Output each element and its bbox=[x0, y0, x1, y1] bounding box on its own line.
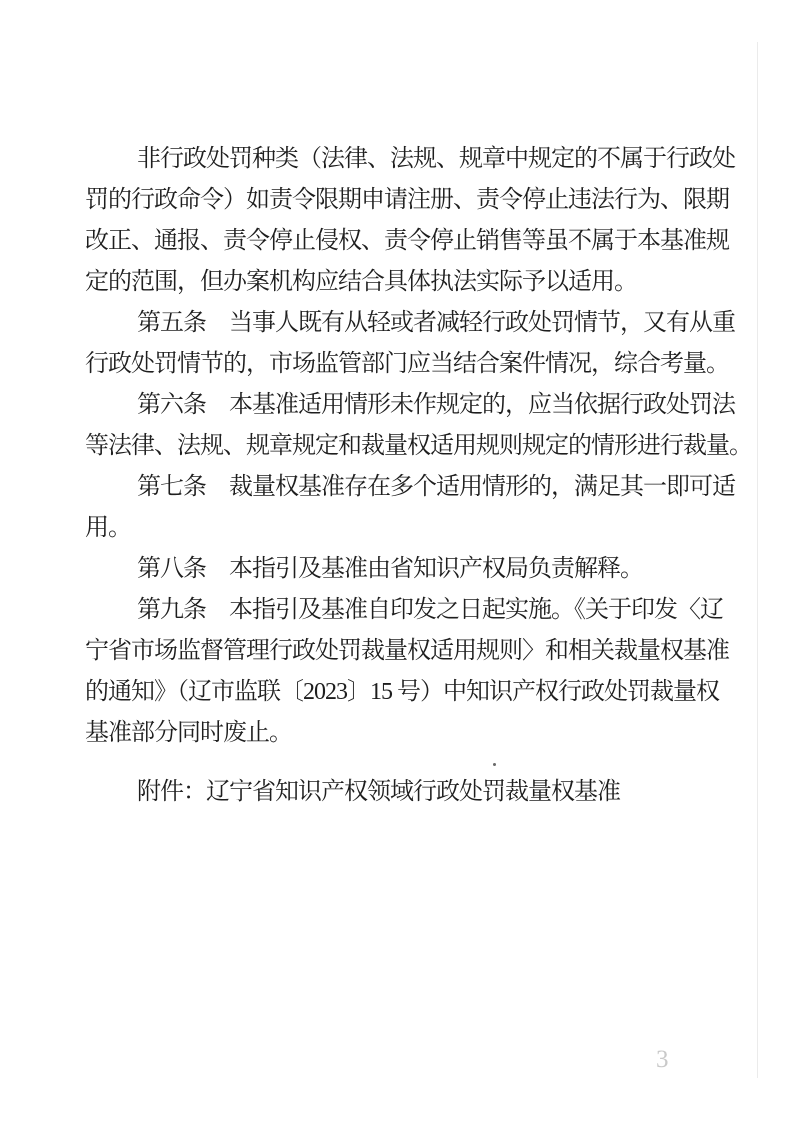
document-line: 罚的行政命令）如责令限期申请注册、责令停止违法行为、限期 bbox=[85, 187, 729, 213]
document-line-article-8: 第八条 本指引及基准由省知识产权局负责解释。 bbox=[137, 556, 643, 582]
document-line: 等法律、法规、规章规定和裁量权适用规则规定的情形进行裁量。 bbox=[85, 433, 752, 459]
document-line: 基准部分同时废止。 bbox=[85, 720, 292, 746]
document-line-article-9: 第九条 本指引及基准自印发之日起实施。《关于印发〈辽 bbox=[137, 597, 723, 623]
document-line: 宁省市场监督管理行政处罚裁量权适用规则〉和相关裁量权基准 bbox=[85, 638, 729, 664]
document-body-text bbox=[85, 139, 752, 813]
document-line: 用。 bbox=[85, 515, 131, 541]
document-line: 的通知》（辽市监联〔2023〕15 号）中知识产权行政处罚裁量权 bbox=[85, 679, 719, 705]
scan-speck-artifact bbox=[493, 763, 496, 766]
page-number: 3 bbox=[656, 1046, 669, 1073]
document-line-article-6: 第六条 本基准适用情形未作规定的，应当依据行政处罚法 bbox=[137, 392, 735, 418]
document-line-article-5: 第五条 当事人既有从轻或者减轻行政处罚情节，又有从重 bbox=[137, 310, 735, 336]
document-line: 改正、通报、责令停止侵权、责令停止销售等虽不属于本基准规 bbox=[85, 228, 729, 254]
attachment-reference-line: 附件：辽宁省知识产权领域行政处罚裁量权基准 bbox=[137, 779, 620, 805]
document-line: 非行政处罚种类（法律、法规、规章中规定的不属于行政处 bbox=[137, 146, 735, 172]
scan-edge-line-artifact bbox=[757, 42, 758, 1078]
document-line-article-7: 第七条 裁量权基准存在多个适用情形的，满足其一即可适 bbox=[137, 474, 735, 500]
document-line: 定的范围，但办案机构应结合具体执法实际予以适用。 bbox=[85, 269, 637, 295]
document-line: 行政处罚情节的，市场监管部门应当结合案件情况，综合考量。 bbox=[85, 351, 729, 377]
